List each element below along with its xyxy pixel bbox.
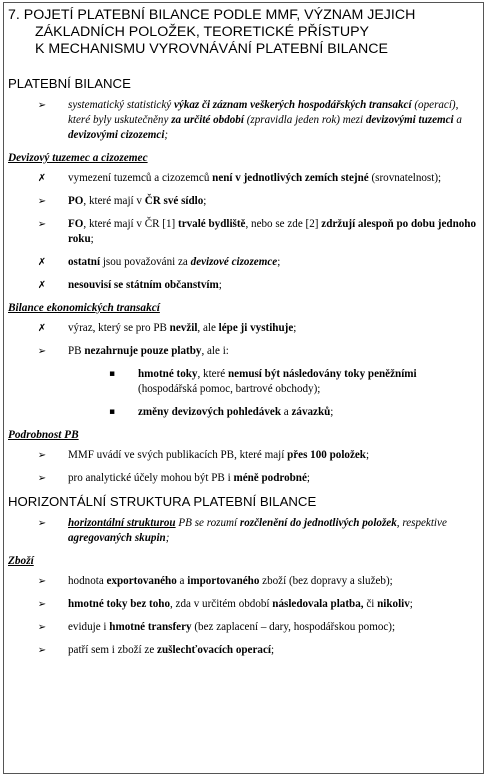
text-run: ; [164,129,169,141]
list-item [8,194,477,209]
text-run: ; [203,195,207,207]
subsection-heading: Devizový tuzemec a cizozemec [8,152,148,164]
text-run: hmotné toky [138,368,198,380]
list-item-text [68,172,441,184]
document-title [8,7,477,58]
title-line: K MECHANISMU VYROVNÁVÁNÍ PLATEBNÍ BILANCE [35,41,388,57]
text-run: zboží (bez dopravy a služeb); [259,575,393,587]
text-run: (hospodářská pomoc, bartrové obchody); [138,383,321,395]
text-run: , ale [197,322,219,334]
cross-bullet-icon: ✗ [37,323,47,334]
text-run: , ale i: [201,345,229,357]
text-run: ; [293,322,297,334]
list-item [8,448,477,463]
text-run: horizontální strukturou [68,517,176,529]
list-item-text [68,195,206,207]
bullet-list [8,321,477,420]
square-bullet-icon: ▪ [108,407,116,417]
text-run: hodnota [68,575,107,587]
list-item-text [138,406,333,418]
text-run: nesouvisí se státním občanstvím [68,279,219,291]
text-run: a [176,575,188,587]
list-item-text [68,598,413,610]
text-run: devizové cizozemce [190,256,278,268]
text-run: pro analytické účely mohou být PB i [68,472,234,484]
text-run: , které [197,368,228,380]
bullet-list [8,448,477,486]
list-item [8,620,477,635]
text-run: ; [277,256,281,268]
list-item-text [68,449,369,461]
list-item [8,597,477,612]
text-run: ; [409,598,413,610]
text-run: devizovými cizozemci [68,129,165,141]
arrow-bullet-icon: ➢ [37,518,47,529]
text-run: přes 100 položek [287,449,366,461]
text-run: závazků [291,406,331,418]
arrow-bullet-icon: ➢ [37,346,47,357]
text-run: následovala platba, [272,598,364,610]
list-item [8,471,477,486]
title-line: ZÁKLADNÍCH POLOŽEK, TEORETICKÉ PŘÍSTUPY [35,24,370,40]
text-run: systematický statistický [68,99,174,111]
text-run: ; [90,233,94,245]
text-run: , které mají v ČR [1] [83,218,178,230]
text-run: ; [165,532,170,544]
definition-item [8,98,477,143]
list-item-text [68,322,296,334]
arrow-bullet-icon: ➢ [37,196,47,207]
list-item [8,643,477,658]
square-bullet-icon: ▪ [108,369,116,379]
text-run: výraz, který se pro PB [68,322,170,334]
list-item-text [68,621,395,633]
bullet-list [8,574,477,658]
zbozi-section [8,554,477,658]
text-run: není v jednotlivých zemích stejné [212,172,369,184]
list-item [8,217,477,247]
list-item [8,367,477,397]
text-run: FO [68,218,84,230]
text-run: PO [68,195,84,207]
list-item [8,574,477,589]
subsections [8,151,477,486]
text-run: zušlechťovacích operací [157,644,271,656]
text-run: hmotné transfery [109,621,192,633]
text-run: , nebo se zde [2] [245,218,322,230]
text-run: , zda v určitém období [170,598,273,610]
text-run: exportovaného [106,575,177,587]
section-heading-platebni-bilance: PLATEBNÍ BILANCE [8,76,131,91]
subsection-heading: Bilance ekonomických transakcí [8,302,160,314]
subsection-heading: Zboží [8,555,34,567]
definition-list [8,98,477,143]
text-run: ; [330,406,334,418]
text-run: ; [270,644,275,656]
list-item [8,405,477,420]
text-run: změny devizových pohledávek [138,406,281,418]
list-item [8,171,477,186]
subsection-heading: Podrobnost PB [8,429,79,441]
text-run: lépe ji vystihuje [218,322,294,334]
list-item-text [68,575,393,587]
definition-list [8,516,477,546]
text-run: nemusí být následovány toky peněžními [227,368,417,380]
list-item-text [68,644,274,656]
list-item [8,255,477,270]
text-run: hmotné toky bez toho [68,598,170,610]
arrow-bullet-icon: ➢ [37,645,47,656]
text-run: zdržují alespoň po dobu jednoho roku [68,218,476,245]
list-item [8,344,477,359]
text-run: výkaz či záznam veškerých hospodářských transakcí [173,99,412,111]
text-run: jsou považováni za [100,256,191,268]
text-run: nevžil [169,322,198,334]
arrow-bullet-icon: ➢ [37,622,47,633]
text-run: nezahrnuje pouze platby [84,345,202,357]
text-run: PB [68,345,85,357]
list-item-text [68,218,476,245]
text-run: (bez zaplacení – dary, hospodářskou pomoc); [191,621,396,633]
text-run: ostatní [68,256,101,268]
cross-bullet-icon: ✗ [37,257,47,268]
bullet-list [8,171,477,293]
arrow-bullet-icon: ➢ [37,473,47,484]
arrow-bullet-icon: ➢ [37,219,47,230]
text-run: a [280,406,292,418]
text-run: PB se rozumí [175,517,240,529]
text-run: nikoliv [377,598,410,610]
text-run: ; [365,449,370,461]
arrow-bullet-icon: ➢ [37,599,47,610]
list-item [8,321,477,336]
text-run: méně podrobné [233,472,307,484]
text-run: , které mají v [83,195,145,207]
list-item-text [68,256,280,268]
list-item-text [138,368,417,395]
text-run: (srovnatelnost); [368,172,442,184]
list-item-text [68,472,310,484]
title-line: 7. POJETÍ PLATEBNÍ BILANCE PODLE MMF, VÝZNAM JEJICH [8,7,416,23]
text-run: importovaného [187,575,260,587]
text-run: rozčlenění do jednotlivých položek [239,517,397,529]
text-run: za určité období [171,114,244,126]
text-run: , respektive [396,517,447,529]
arrow-bullet-icon: ➢ [37,450,47,461]
text-run: a [453,114,462,126]
list-item [8,278,477,293]
definition-text [68,517,447,544]
text-run: patří sem i zboží ze [68,644,158,656]
text-run: či [363,598,378,610]
text-run: (operací), které byly uskutečněny [68,99,459,126]
section-heading-horizontalni-struktura: HORIZONTÁLNÍ STRUKTURA PLATEBNÍ BILANCE [8,494,317,509]
text-run: ; [306,472,310,484]
text-run: trvalé bydliště [178,218,246,230]
text-run: ; [218,279,222,291]
text-run: ČR své sídlo [144,195,204,207]
list-item-text [68,279,222,291]
text-run: agregovaných skupin [68,532,166,544]
definition-item [8,516,477,546]
text-run: MMF uvádí ve svých publikacích PB, které mají [68,449,288,461]
text-run: devizovými tuzemci [365,114,454,126]
list-item-text [68,345,229,357]
document-page [3,2,484,774]
text-run: vymezení tuzemců a cizozemců [68,172,213,184]
cross-bullet-icon: ✗ [37,173,47,184]
arrow-bullet-icon: ➢ [37,576,47,587]
cross-bullet-icon: ✗ [37,280,47,291]
arrow-bullet-icon: ➢ [37,100,47,111]
text-run: eviduje i [68,621,110,633]
text-run: (zpravidla jeden rok) mezi [243,114,366,126]
definition-text [68,99,462,141]
